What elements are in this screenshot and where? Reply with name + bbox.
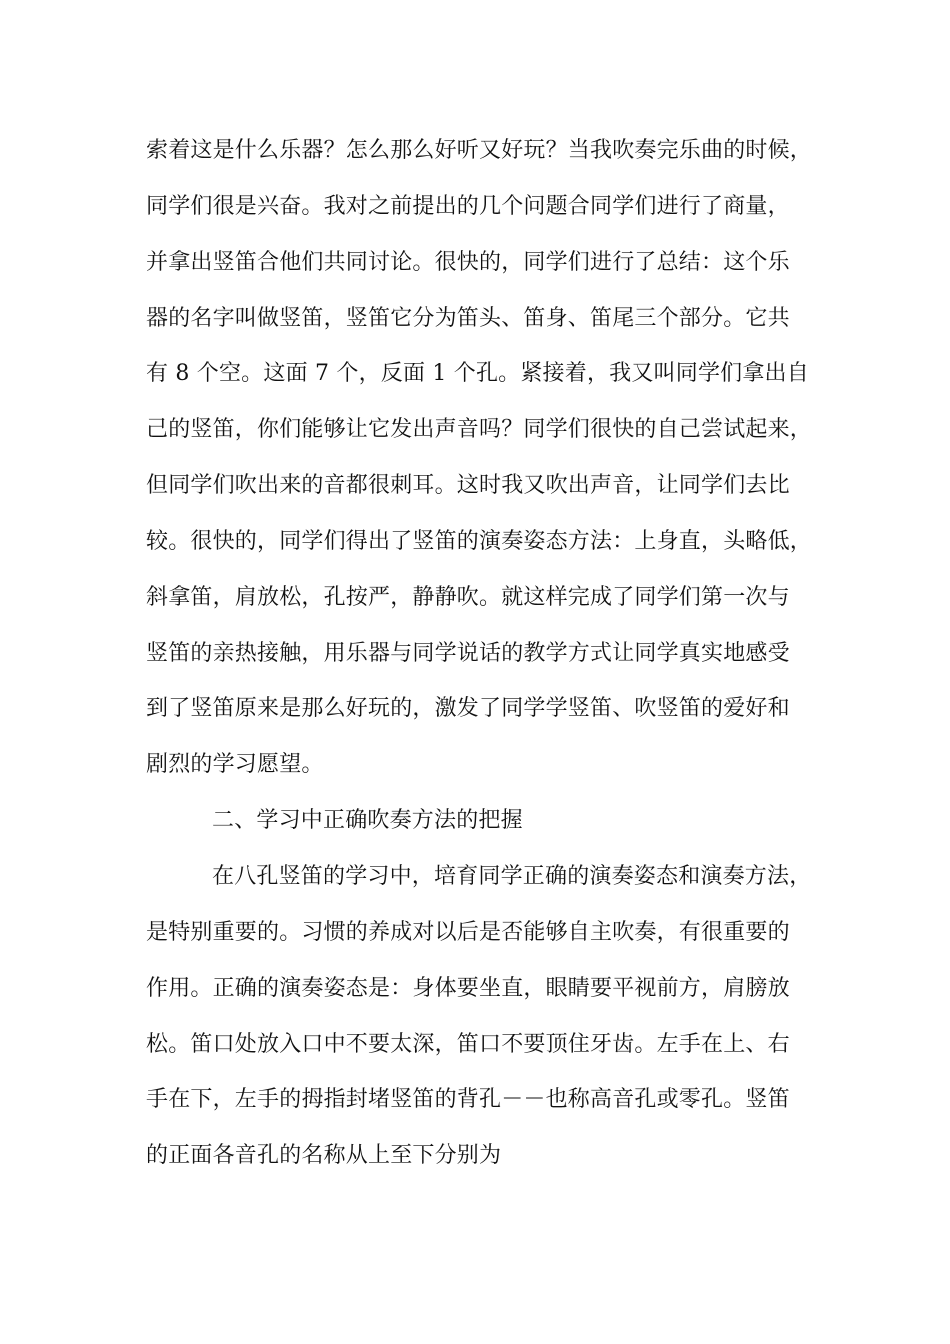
paragraph-line: 斜拿笛，肩放松，孔按严，静静吹。就这样完成了同学们第一次与 xyxy=(146,585,790,610)
paragraph-line: 在八孔竖笛的学习中，培育同学正确的演奏姿态和演奏方法， xyxy=(212,864,812,889)
paragraph-line: 的正面各音孔的名称从上至下分别为 xyxy=(146,1143,502,1168)
paragraph-line: 作用。正确的演奏姿态是：身体要坐直，眼睛要平视前方，肩膀放 xyxy=(146,976,790,1001)
paragraph-line: 松。笛口处放入口中不要太深，笛口不要顶住牙齿。左手在上、右 xyxy=(146,1032,790,1057)
paragraph-line: 己的竖笛，你们能够让它发出声音吗？同学们很快的自己尝试起来， xyxy=(146,417,813,442)
section-heading: 二、学习中正确吹奏方法的把握 xyxy=(212,808,523,833)
paragraph-line: 并拿出竖笛合他们共同讨论。很快的，同学们进行了总结：这个乐 xyxy=(146,250,790,275)
paragraph-line: 索着这是什么乐器？怎么那么好听又好玩？当我吹奏完乐曲的时候， xyxy=(146,138,813,163)
paragraph-line: 较。很快的，同学们得出了竖笛的演奏姿态方法：上身直，头略低， xyxy=(146,529,813,554)
paragraph-line: 器的名字叫做竖笛，竖笛它分为笛头、笛身、笛尾三个部分。它共 xyxy=(146,306,790,331)
paragraph-line: 手在下，左手的拇指封堵竖笛的背孔－－也称高音孔或零孔。竖笛 xyxy=(146,1087,790,1112)
paragraph-line: 到了竖笛原来是那么好玩的，激发了同学学竖笛、吹竖笛的爱好和 xyxy=(146,696,790,721)
paragraph-line: 同学们很是兴奋。我对之前提出的几个问题合同学们进行了商量， xyxy=(146,194,790,219)
paragraph-line: 是特别重要的。习惯的养成对以后是否能够自主吹奏，有很重要的 xyxy=(146,920,790,945)
paragraph-line: 但同学们吹出来的音都很刺耳。这时我又吹出声音，让同学们去比 xyxy=(146,473,790,498)
paragraph-line: 剧烈的学习愿望。 xyxy=(146,752,324,777)
paragraph-line: 有 8 个空。这面 7 个，反面 1 个孔。紧接着，我又叫同学们拿出自 xyxy=(146,361,809,386)
paragraph-line: 竖笛的亲热接触，用乐器与同学说话的教学方式让同学真实地感受 xyxy=(146,641,790,666)
